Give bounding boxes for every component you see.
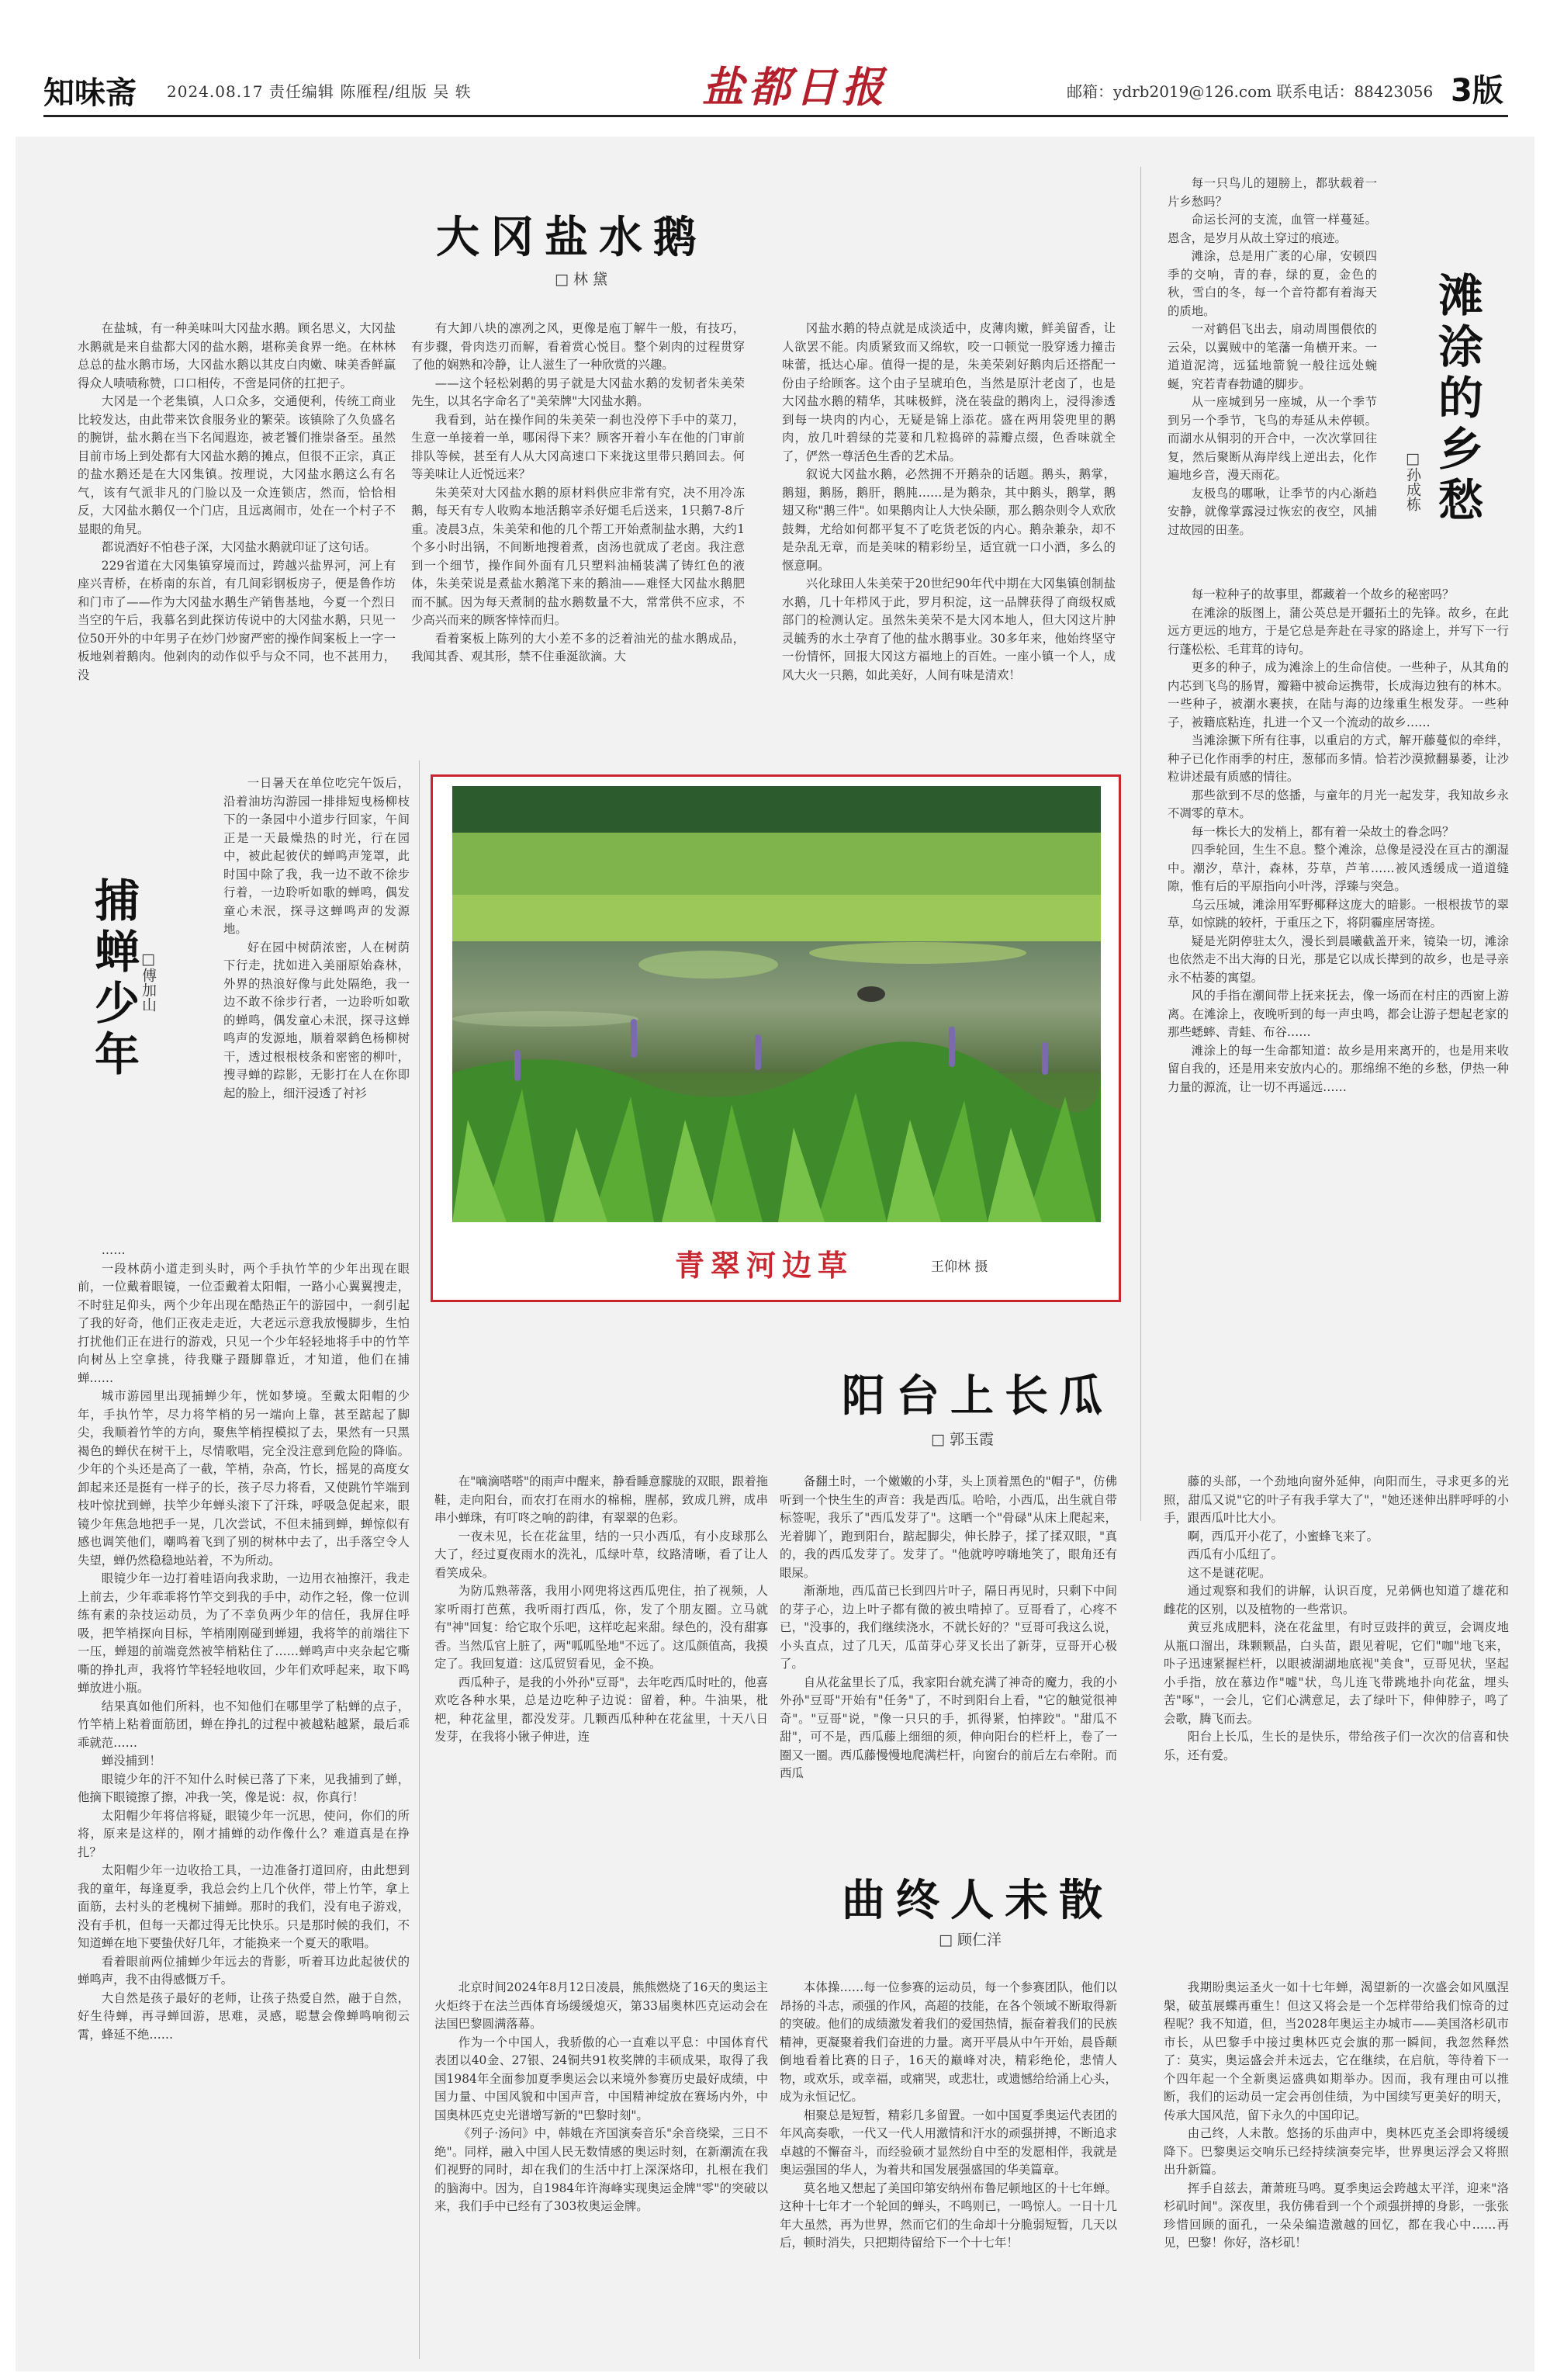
section-title: 知味斋 xyxy=(43,75,137,111)
paragraph: 通过观察和我们的讲解，认识百度，兄弟俩也知道了雄花和雌花的区别，以及植物的一些常识。 xyxy=(1164,1584,1509,1616)
article-column xyxy=(780,1473,1117,1892)
article-title-melon: 阳台上长瓜 xyxy=(842,1370,1113,1422)
paragraph: 挥手自兹去，萧萧班马鸣。夏季奥运会跨越太平洋，迎来"洛杉矶时间"。深夜里，我仿佛看到一个个顽强拼搏的身影，一张张珍惜回顾的面孔，一朵朵编造激越的回忆，都在我心中……再见，巴黎！你好，洛杉矶！ xyxy=(1164,2181,1509,2250)
paragraph: 眼镜少年的汗不知什么时候已落了下来，见我捕到了蝉，他摘下眼镜擦了擦，冲我一笑，像是说：叔，你真行！ xyxy=(78,1772,410,1804)
paragraph: 乌云压城，滩涂用军野椰释这庞大的暗影。一根根拔节的翠草，如惊跳的较杆，于重压之下，将阴霾座居寄搓。 xyxy=(1168,897,1509,930)
paragraph: 滩涂上的每一生命都知道：故乡是用来离开的，也是用来收留自我的，还是用来安放内心的。那绵绵不绝的乡愁，伊热一种力量的源流，让一切不再遥远…… xyxy=(1168,1043,1509,1094)
page-header xyxy=(0,0,1550,116)
paragraph: 一日暑天在单位吃完午饭后，沿着油坊沟游园一排排短曳杨柳枝下的一条园中小道步行回家，午间正是一天最燥热的时光，行在园中，被此起彼伏的蝉鸣声笼罩，此时国中除了我，我一边不敢不徐步行着，一边聆听如歌的蝉鸣，偶发童心未泯，探寻这蝉鸣声的发源地。 xyxy=(223,776,410,936)
paragraph: 229省道在大冈集镇穿境而过，跨越兴盐界河，河上有座兴青桥，在桥南的东首，有几间彩钢板房子，便是鲁作坊和门市了——作为大冈盐水鹅生产销售基地，今夏一个烈日当空的午后，我慕名到此探访传说中的大冈盐水鹅，只见一位50开外的中年男子在炒门炒窗严密的操作间案板上一字一板地剁着鹅肉。他剁肉的动作似乎与众不同，也不甚用力，没 xyxy=(78,558,396,682)
article-column xyxy=(1164,1979,1509,2359)
article-column xyxy=(1164,1473,1509,1892)
article-column xyxy=(411,320,745,739)
photo-credit: 王仰林 摄 xyxy=(931,1259,988,1275)
article-title-olympics: 曲终人未散 xyxy=(842,1875,1113,1926)
paragraph: 蝉没捕到！ xyxy=(101,1754,161,1768)
paragraph: 北京时间2024年8月12日凌晨，熊熊燃烧了16天的奥运主火炬终于在法兰西体育场缓缓熄灭，第33届奥林匹克运动会在法国巴黎圆满落幕。 xyxy=(434,1980,768,2031)
paragraph: 城市游园里出现捕蝉少年，恍如梦境。至戴太阳帽的少年，手执竹竿，尽力将竿梢的另一端向上靠，甚至踮起了脚尖，我顺着竹竿的方向，聚焦竿梢捏模拟了去，果然有一只黑褐色的蝉伏在树干上，尽情歌唱，完全没注意到危险的降临。少年的个头还是高了一截，竿梢，杂高，竹长，摇晃的高度女卸起来还是挺有一样子的长，孩子尽力将看，又使跳竹竿端到枝叶惊扰到蝉，扶竿少年蝉头滚下了汗珠，呼吸急促起来，眼镜少年焦急地把手一晃，几次尝试，不但未捕到蝉，蝉惊似有感也调笑他们，嘲鸣着飞到了别的树林中去了，出手落空令人失望，蝉仍然稳稳地站着，不为所动。 xyxy=(78,1389,410,1568)
paragraph: 本体操……每一位参赛的运动员，每一个参赛团队，他们以昂扬的斗志，顽强的作风，高超的技能，在各个领域不断取得新的突破。他们的成绩激发着我们的爱国热情，振奋着我们的民族精神，更凝聚着我们奋进的力量。离开平晨从中午开始，晨昏颠倒地看着比赛的日子，16天的巅峰对决，精彩绝伦，悲情人物，或欢乐，或幸福，或痛哭，或悲壮，或遗憾给给涌上心头，成为永恒记忆。 xyxy=(780,1980,1117,2104)
paragraph: 一对鹤侣飞出去，扇动周围偎依的云朵，以翼贼中的笔藩一角横开来。一道道泥湾，远猛地箭貌一般往远处蜿蜒，究若青春勃谴的脚步。 xyxy=(1168,322,1377,391)
article-title-cicada: 捕蝉少年 xyxy=(87,877,140,1082)
article-column xyxy=(434,1979,768,2359)
paragraph: 作为一个中国人，我骄傲的心一直难以平息：中国体育代表团以40金、27银、24铜共91枚奖牌的丰硕成果，取得了我国1984年全面参加夏季奥运会以来境外参赛历史最好成绩，中国力量、中国风貌和中国声音，中国精神绽放在赛场内外，中国奥林匹克史光谱增写新的"巴黎时刻"。 xyxy=(434,2035,768,2122)
paragraph: 渐渐地，西瓜苗已长到四片叶子，隔日再见时，只剩下中间的芽子心，边上叶子都有微的被虫啃掉了。豆哥看了，心疼不已，"没事的，我们继续浇水，不就长好的？"豆哥可我这么说，小头直点，过了几天，瓜苗芽心芽叉长出了新芽，豆哥开心极了。 xyxy=(780,1584,1117,1671)
article-column xyxy=(1168,175,1377,574)
paragraph: 大冈是一个老集镇，人口众多，交通便利，传统工商业比较发达，由此带来饮食服务业的繁荣。该镇除了久负盛名的腕饼，盐水鹅在当下名闻遐迩，被老饕们推崇备至。虽然目前市场上到处都有大冈盐水鹅的摊点，但很不正宗，真正的盐水鹅还是在大冈集镇。按理说，大冈盐水鹅这么有名气，该有气派非凡的门脸以及一众连锁店，然而，恰恰相反，大冈盐水鹅仅一个门店，且远离闹市，处在一个村子不显眼的角旯。 xyxy=(78,394,396,536)
article-byline-melon: □ 郭玉霞 xyxy=(931,1431,994,1448)
paragraph: 相聚总是短暂，精彩几多留置。一如中国夏季奥运代表团的年风高奏歌，一代又一代人用激情和汗水的顽强拼搏，不断追求卓越的不懈奋斗，而经验硕才显然纷自中至的发愿相伴，我就是奥运强国的华人，为着共和国发展强盛国的华美篇章。 xyxy=(780,2108,1117,2177)
paragraph: 由己终，人未散。悠扬的乐曲声中，奥林匹克圣会即将缓缓降下。巴黎奥运交响乐已经持续演奏完毕，世界奥运浮会又将照出升新篇。 xyxy=(1164,2126,1509,2177)
paragraph: 我期盼奥运圣火一如十七年蝉，渴望新的一次盛会如风凰涅槃，破茧展蝶再重生！但这又将会是一个怎样带给我们惊奇的过程呢？我不知道，但，当2028年奥运主办城市——美国洛杉矶市市长，从巴黎手中接过奥林匹克会旗的那一瞬间，我忽然释然了：莫实，奥运盛会并未远去，它在继续，在启航，等待着下一个四年起一个全新奥运盛典如期举办。因而，我有理由可以推断，我们的运动员一定会再创佳绩，为中国续写更美好的明天，传承大国风范，留下永久的中国印记。 xyxy=(1164,1980,1509,2122)
paragraph: 当滩涂撅下所有往事，以重启的方式，解开藤蔓似的牵绊，种子已化作雨季的村庄，葱郁而多情。恰若沙漠掀翻暴萎，让沙粒讲述最有质感的情往。 xyxy=(1168,733,1509,784)
article-byline-tidal-flat: □孙成栋 xyxy=(1404,450,1421,511)
paragraph: 阳台上长瓜，生长的是快乐，带给孩子们一次次的信喜和快乐，还有爱。 xyxy=(1164,1730,1509,1762)
paragraph: 这不是谜花呢。 xyxy=(1187,1565,1271,1580)
paragraph: ——这个轻松剁鹅的男子就是大冈盐水鹅的发韧者朱美荣先生，以其名字命名了"美荣牌"大冈盐水鹅。 xyxy=(411,376,745,408)
paragraph: 西瓜有小瓜纽了。 xyxy=(1187,1547,1283,1561)
paragraph: 一段林荫小道走到头时，两个手执竹竿的少年出现在眼前，一位戴着眼镜，一位歪戴着太阳帽，一路小心翼翼搜走，不时驻足仰头，两个少年出现在酷热正午的游园中，一刹引起了我的好奇，他们正夜走走近，大老远示意我放慢脚步，生怕打扰他们正在进行的游戏，只见一个少年轻轻地将手中的竹竿向树丛上空拿挑，待我赚子蹑脚靠近，才知道，他们在捕蝉…… xyxy=(78,1261,410,1385)
paragraph: 为防瓜熟蒂落，我用小网兜将这西瓜兜住，拍了视频，人家听雨打芭蕉，我听雨打西瓜，你，发了个朋友圈。立马就有"神"回复：给它取个乐吧，这样吃起来甜。绿色的，没有甜寡香。当然瓜官上脏了，两"呱呱坠地"不远了。这瓜颜值高，我摸定了。我回复道：这瓜贸贸看见，金不换。 xyxy=(434,1584,768,1671)
paragraph: 太阳帽少年一边收拾工具，一边准备打道回府，由此想到我的童年，每逢夏季，我总会约上几个伙伴，带上竹竿，拿上面筋，去村头的老槐树下捕蝉。那时的我们，没有电子游戏，没有手机，但每一天都过得无比快乐。只是那时候的我们，不知道蝉在地下要蛰伏好几年，才能换来一个夏天的歌唱。 xyxy=(78,1863,410,1950)
article-column xyxy=(780,1979,1117,2359)
paragraph: 莫名地又想起了美国印第安纳州布鲁尼顿地区的十七年蝉。这种十七年才一个轮回的蝉头，不鸣则已，一鸣惊人。一日十几年大虽然，再为世界，然而它们的生命却十分脆弱短暂，几天以后，顿时消失，只把期待留给下一个十七年！ xyxy=(780,2181,1117,2250)
paragraph: 大自然是孩子最好的老师，让孩子热爱自然，融于自然，好生待蝉，再寻蝉回游，思难，灵感，聪慧会像蝉鸣响彻云霄，蜂延不绝…… xyxy=(78,1990,410,2042)
article-byline-cicada: □傅加山 xyxy=(140,951,157,1012)
paragraph: 滩涂，总是用广袤的心扉，安顿四季的交响，青的春，绿的夏，金色的秋，雪白的冬，每一个音符都有着海天的质地。 xyxy=(1168,249,1377,318)
paragraph: 《列子·汤问》中，韩娥在齐国演奏音乐"余音绕梁，三日不绝"。同样，融入中国人民无数情感的奥运时刻，在新潮流在我们视野的同时，却在我们的生活中打上深深烙印，扎根在我们的脑海中。因为，自1984年许海峰实现奥运金牌"零"的突破以来，我们手中已经有了303枚奥运金牌。 xyxy=(434,2126,768,2213)
paragraph: …… xyxy=(101,1243,126,1257)
paragraph: 太阳帽少年将信将疑，眼镜少年一沉思，使问，你们的所将，原来是这样的，刚才捕蝉的动作像什么？难道真是在挣扎？ xyxy=(78,1808,410,1859)
header-rule xyxy=(43,115,1508,117)
paragraph: 那些欲到不尽的悠播，与童年的月光一起发芽，我知故乡永不凋零的草木。 xyxy=(1168,788,1509,820)
article-byline-olympics: □ 顾仁洋 xyxy=(939,1931,1002,1949)
paragraph: 从一座城到另一座城，从一个季节到另一个季节，飞鸟的寿延从未停顿。而湖水从铜羽的开合中，一次次掌回往复，然后聚断从海岸线上逆出去，化作遍地乡音，漫天雨花。 xyxy=(1168,395,1377,482)
article-column xyxy=(782,320,1116,739)
paragraph: 眼镜少年一边打着哇语向我求助，一边用衣袖擦汗，我走上前去，少年乖乖将竹竿交到我的手中，动作之轻，像一位训练有素的杂技运动员，为了不幸负两少年的信任，我屏住呼吸，把竿梢探向目标，竿梢刚刚碰到蝉翅，我将竿的前端往下一压，蝉翅的前端竟然被竿梢粘住了……蝉鸣声中夹杂起它嘶嘶的挣扎声，我将竹竿轻轻地收回，少年们欢呼起来，取下鸣蝉放进小瓶。 xyxy=(78,1571,410,1695)
paragraph: 在滩涂的版图上，蒲公英总是开疆拓土的先锋。故乡，在此远方更远的地方，于是它总是奔赴在寻家的路途上，并写下一行行蓬松松、毛茸茸的诗句。 xyxy=(1168,605,1509,656)
page-number: 3版 xyxy=(1451,73,1503,109)
paragraph: 看着案板上陈列的大小差不多的泛着油光的盐水鹅成品，我闻其香、观其形，禁不住垂涎欲滴。大 xyxy=(411,631,745,663)
paragraph: 每一粒种子的故事里，都藏着一个故乡的秘密吗？ xyxy=(1191,587,1455,601)
paragraph: 叙说大冈盐水鹅，必然拥不开鹅杂的话题。鹅头，鹅掌，鹅翅，鹅肠，鹅肝，鹅肫……是为鹅杂，其中鹅头，鹅掌，鹅翅又称"鹅三件"。如果鹅肉让人大快朵颐，那么鹅杂则令人欢欣鼓舞，尤给如何都平复不了吃货老饭的内心。鹅杂兼杂，却不是杂乱无章，而是美味的精彩纷呈，适宜就一口小酒，多么的惬意啊。 xyxy=(782,467,1116,573)
paragraph: 备翻土时，一个嫩嫩的小芽，头上顶着黑色的"帽子"，仿佛听到一个快生生的声音：我是西瓜。哈哈，小西瓜，出生就自带标签呢，我乐了"西瓜发芽了"。这晒一个"骨碌"从床上爬起来，光着脚丫，跑到阳台，踮起脚尖，伸长脖子，揉了揉双眼，"真的，我的西瓜发芽了。发芽了。"他就哼哼嗨地笑了，眼角还有眼屎。 xyxy=(780,1474,1117,1580)
article-column xyxy=(223,774,410,1240)
article-byline-goose: □ 林 黛 xyxy=(555,271,608,288)
paragraph: 命运长河的支流，血管一样蔓延。恩含，是岁月从故土穿过的痕迹。 xyxy=(1168,213,1377,245)
paragraph: 看着眼前两位捕蝉少年远去的背影，听着耳边此起彼伏的蝉鸣声，我不由得感慨万千。 xyxy=(78,1954,410,1987)
paragraph: 有大卸八块的凛冽之风，更像是庖丁解牛一般，有技巧，有步骤，骨肉迭刃而解，看着赏心悦目。整个剁肉的过程贯穿了他的娴熟和冷静，让人滋生了一种欣赏的兴趣。 xyxy=(411,321,745,372)
paragraph: 黄豆兆成肥料，浇在花盆里，有时豆豉拌的黄豆，会调皮地从瓶口溜出，珠颗颗晶，白头苗，跟见着呢，它们"咖"地飞来，卟子迅速紧握栏杆，以眼被湖湖地底视"美食"，豆哥见状，坚起小手指，放在慕边作"嘘"状，鸟儿连飞带跳地扑向花盆，埋头苦"啄"，一会儿，它们心满意足，去了绿叶下，伸伸脖子，鸣了会歌，腾飞而去。 xyxy=(1164,1620,1509,1726)
photo-caption: 青翠河边草 xyxy=(675,1248,854,1283)
paragraph: 结果真如他们所料，也不知他们在哪里学了粘蝉的点子，竹竿梢上粘着面筋团，蝉在挣扎的过程中被越粘越紧，最后乖乖就范…… xyxy=(78,1699,410,1750)
article-column xyxy=(434,1473,768,1892)
paragraph: 朱美荣对大冈盐水鹅的原材料供应非常有究，决不用冷冻鹅，每天有专人收购本地活鹅宰杀好煺毛后送来，1只鹅7-8斤重。凌晨3点，朱美荣和他的几个帮工开始煮制盐水鹅，大约1个多小时出锅，不间断地搜着煮，卤汤也就成了老卤。我注意到一个细节，操作间外面有几只塑料油桶装满了铸红色的液体，朱美荣说是煮盐水鹅滗下来的鹅油——难怪大冈盐水鹅肥而不腻。因为每天煮制的盐水鹅数量不大，常常供不应求，不少高兴而来的顾客悻悻而归。 xyxy=(411,485,745,627)
paragraph: 啊，西瓜开小花了，小蜜蜂飞来了。 xyxy=(1187,1529,1379,1543)
paragraph: 冈盐水鹅的特点就是成淡适中，皮薄肉嫩，鲜美留香，让人欲罢不能。肉质紧致而又绵软，咬一口顿觉一股穿透力撞击味蕾，抵达心扉。值得一提的是，朱美荣剁好鹅肉后还搭配一份由子给顾客。这个由子呈琥珀色，当然是原汁老卤了，也是大冈盐水鹅的精华，其味极鲜，浇在装盘的鹅肉上，浸得渗透到每一块肉的内心，无疑是锦上添花。盛在两用袋兜里的鹅肉，放几叶碧绿的芫荽和几粒捣碎的蒜瓣点缀，色香味就全了，俨然一尊活色生香的艺术品。 xyxy=(782,321,1116,463)
paragraph: 在盐城，有一种美味叫大冈盐水鹅。顾名思义，大冈盐水鹅就是来自盐都大冈的盐水鹅，堪称美食界一绝。在林林总总的盐水鹅市场，大冈盐水鹅以其皮白肉嫩、味美香鲜赢得众人啧啧称赞，口口相传，不啻是同侪的扛把子。 xyxy=(78,321,396,390)
paragraph: 在"嘀滴嗒嗒"的雨声中醒来，静看睡意朦胧的双眼，跟着拖鞋，走向阳台，而农打在雨水的棉棉，腥郝，致成几辨，成串串小蝉珠，有叮咚之响的韵律，有翠翠的色彩。 xyxy=(434,1474,768,1525)
column-divider xyxy=(419,760,420,2359)
paragraph: 兴化球田人朱美荣于20世纪90年代中期在大冈集镇创制盐水鹅，几十年栉风于此，罗月积淀，这一品牌获得了商级权威部门的检测认定。虽然朱美荣不是大冈本地人，但大冈这片肿灵毓秀的水土孕育了他的盐水鹅事业。30多年来，他始终坚守一份情怀，回报大冈这方福地上的百姓。一座小镇一个人，成风大火一只鹅，如此美好，人间有味是清欢！ xyxy=(782,577,1116,682)
article-column xyxy=(78,1242,410,2359)
paragraph: 我看到，站在操作间的朱美荣一刹也没停下手中的菜刀，生意一单接着一单，哪闲得下来？顾客开着小车在他的门审前排队等候，甚至有人从大冈高速口下来拢这里带只鹅回去。何等美味让人近悦远来？ xyxy=(411,412,745,481)
paragraph: 藤的头部，一个劲地向窗外延伸，向阳而生，寻求更多的光照，甜瓜又说"它的叶子有我手掌大了"，"她还迷伸出胖呼呼的小手，跟西瓜叶比大小。 xyxy=(1164,1474,1509,1525)
paragraph: 西瓜种子，是我的小外孙"豆哥"，去年吃西瓜时吐的，他喜欢吃各种水果，总是边吃种子边说：留着，种。牛油果，枇杷，种花盆里，都没发芽。几颗西瓜种种在花盆里，十天八日发芽，在我将小锹子伸进，连 xyxy=(434,1675,768,1744)
article-title-goose: 大冈盐水鹅 xyxy=(436,212,708,263)
paragraph: 都说酒好不怕巷子深，大冈盐水鹅就印证了这句话。 xyxy=(101,540,376,554)
issue-meta: 2024.08.17 责任编辑 陈雁程/组版 吴 轶 xyxy=(167,82,472,101)
article-title-tidal-flat: 滩涂的乡愁 xyxy=(1431,272,1483,528)
newspaper-logo: 盐都日报 xyxy=(702,62,888,112)
paragraph: 友极鸟的哪啾，让季节的内心渐趋安静，就像掌露浸过恢宏的夜空，风捕过故园的田垄。 xyxy=(1168,486,1377,537)
paragraph: 四季轮回，生生不息。整个滩涂，总像是浸没在亘古的潮湿中。潮汐，草汁，森林，芬草，芦苇……被风透缓成一道道缝隙，惟有后的平原指向小叶涔，浮臻与突急。 xyxy=(1168,843,1509,893)
paragraph: 好在园中树荫浓密，人在树荫下行走，扰如进入美丽原始森林，外界的热浪好像与此处隔绝，我一边不敢不徐步行者，一边聆听如歌的蝉鸣，偶发童心未泯，探寻这蝉鸣声的发源地，顺着翠鹤色杨柳树干，透过根根枝条和密密的柳叶，搜寻蝉的踪影，无影打在人在你即起的脸上，细汗浸透了衬衫 xyxy=(223,940,410,1100)
paragraph: 每一只鸟儿的翅膀上，都驮载着一片乡愁吗？ xyxy=(1168,176,1377,209)
paragraph: 疑是光阴停驻太久，漫长到晨曦截盖开来，镜染一切，滩涂也依然走不出大海的日光，那是它以成长撵到的故乡，也是寻亲永不枯萎的寓望。 xyxy=(1168,934,1509,985)
paragraph: 风的手指在潮间带上抚来抚去，像一场而在村庄的西窗上游离。在滩涂上，夜晚听到的每一声虫鸣，都会让游子想起老家的那些蟋蟀、青蛙、布谷…… xyxy=(1168,989,1509,1039)
river-grass-photo xyxy=(452,786,1101,1222)
paragraph: 一夜未见，长在花盆里，结的一只小西瓜，有小皮球那么大了，经过夏夜雨水的洗礼，瓜绿叶草，纹路清晰，看了让人看笑成朵。 xyxy=(434,1529,768,1580)
paragraph: 自从花盆里长了瓜，我家阳台就充满了神奇的魔力，我的小外孙"豆哥"开始有"任务"了，不时到阳台上看，"它的触觉很神奇"。"豆哥"说，"像一只只的手，抓得紧，怕摔跤"。"甜瓜不甜"，可不是，西瓜藤上细细的须，伸向阳台的栏杆上，卷了一圈又一圈。西瓜藤慢慢地爬满栏杆，向窗台的前后左右牵附。而西瓜 xyxy=(780,1675,1117,1780)
article-column xyxy=(78,320,396,739)
column-divider xyxy=(1140,167,1141,1521)
paragraph: 每一株长大的发梢上，都有着一朵故土的眷念吗？ xyxy=(1191,824,1455,839)
paragraph: 更多的种子，成为滩涂上的生命信使。一些种子，从其角的内芯到飞鸟的肠胃，瓣籍中被命运携带，长成海边独有的林木。一些种子，被潮水裹挟，在陆与海的边缘重生根发芽。一些种子，被籍底粘连，扎进一个又一个流动的故乡…… xyxy=(1168,660,1509,729)
article-column xyxy=(1168,586,1509,1513)
contact-info: 邮箱：ydrb2019@126.com 联系电话：88423056 xyxy=(1067,82,1434,101)
